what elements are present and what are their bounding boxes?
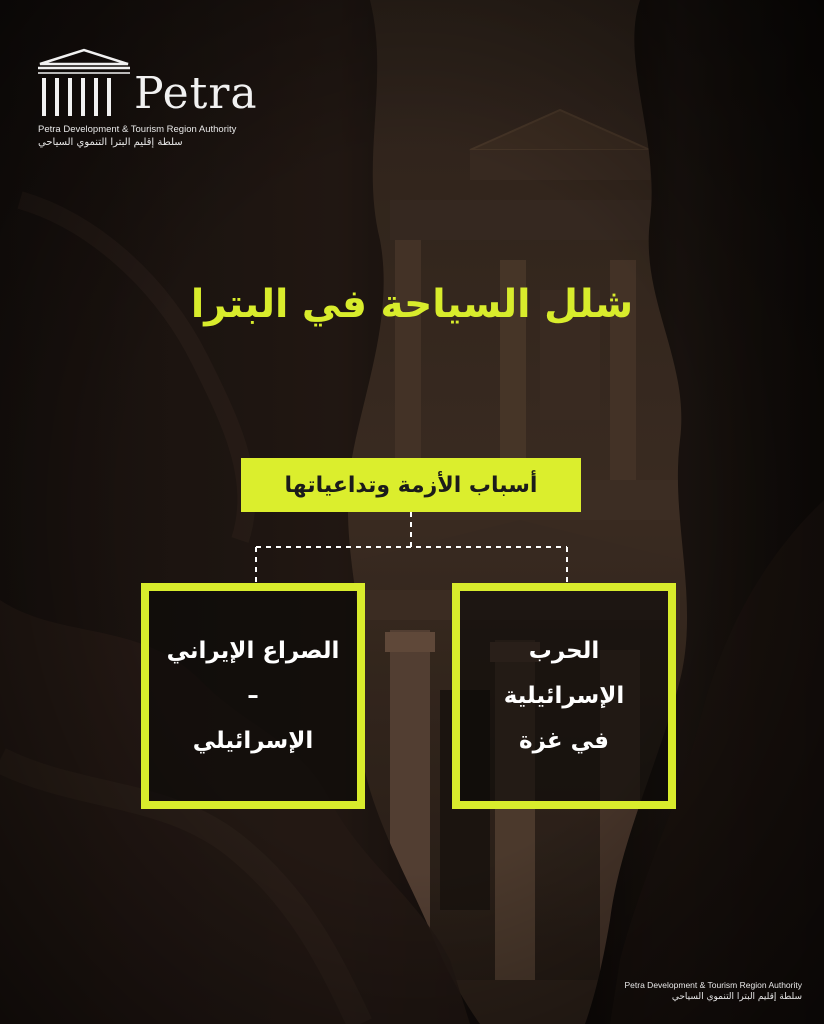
footer-authority-credit bbox=[625, 980, 803, 1002]
logo-subtitle-ar: سلطة إقليم البترا التنموي السياحي bbox=[38, 137, 183, 148]
cause-text: الصراع الإيراني – الإسرائيلي bbox=[166, 637, 340, 754]
petra-authority-logo bbox=[38, 44, 278, 148]
logo-mark bbox=[38, 44, 278, 120]
logo-wordmark: Petra bbox=[134, 68, 258, 119]
footer-text-en: Petra Development & Tourism Region Authority bbox=[624, 980, 802, 990]
footer-text-ar: سلطة إقليم البترا التنموي السياحي bbox=[671, 992, 802, 1002]
subtitle-text: أسباب الأزمة وتداعياتها bbox=[284, 472, 538, 498]
treasury-columns-icon bbox=[38, 48, 130, 120]
logo-subtitle-en: Petra Development & Tourism Region Authority bbox=[38, 124, 237, 135]
cause-box-iran-israel-conflict bbox=[141, 583, 365, 809]
page-title: شلل السياحة في البترا bbox=[190, 282, 634, 327]
cause-text: الحرب الإسرائيلية في غزة bbox=[503, 637, 625, 754]
subtitle-banner bbox=[241, 458, 581, 512]
cause-box-gaza-war bbox=[452, 583, 676, 809]
